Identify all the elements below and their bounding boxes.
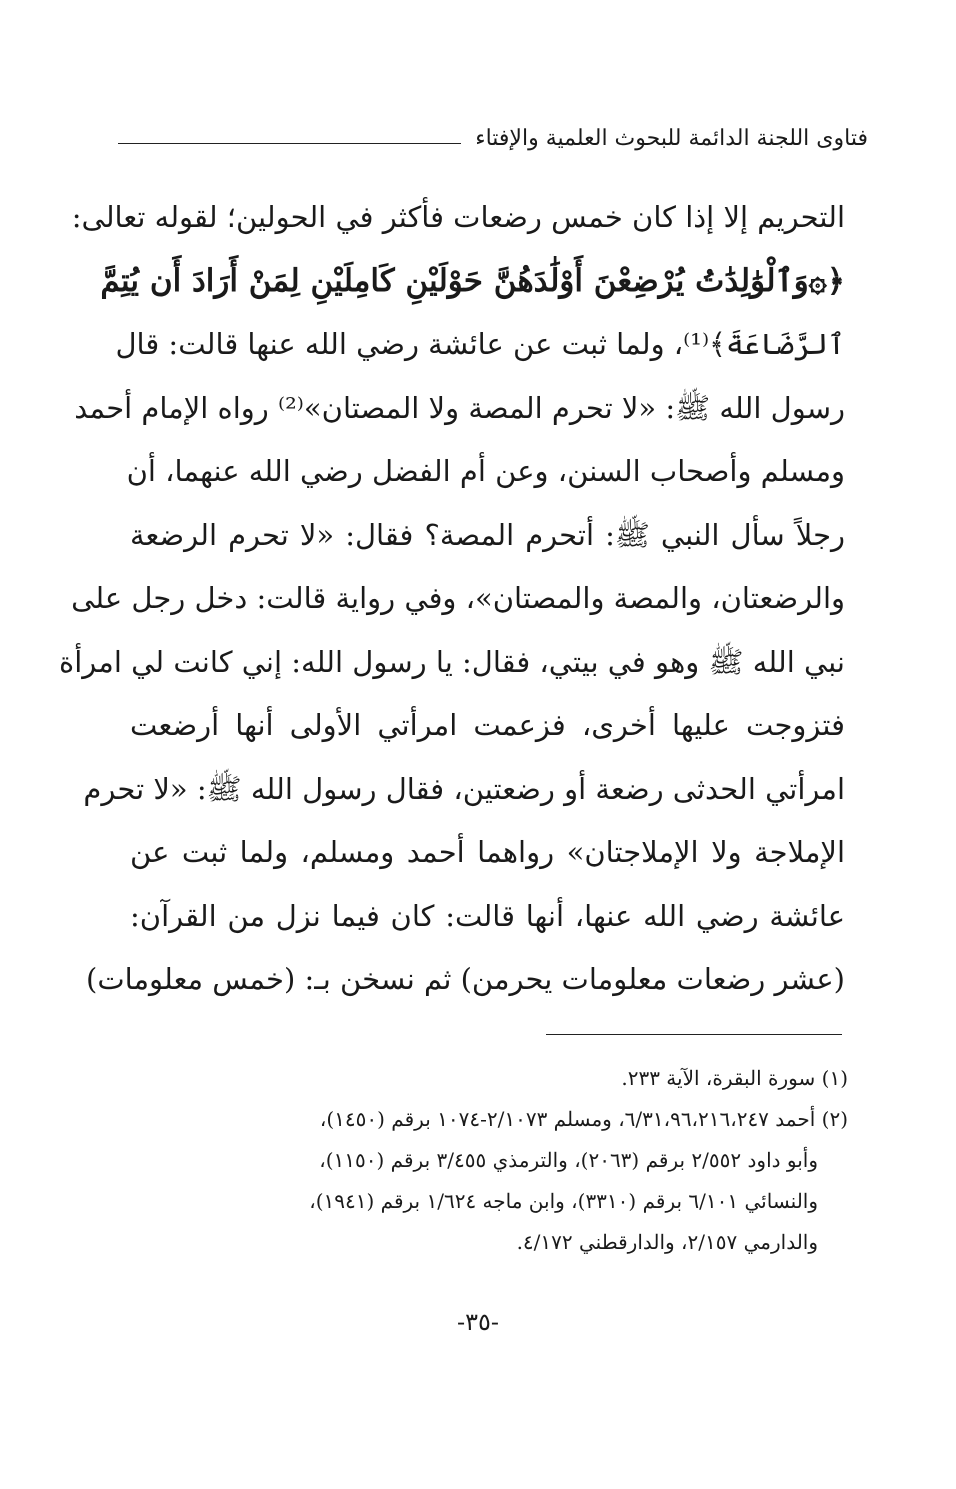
body-line: رجلاً سأل النبي ﷺ: أتحرم المصة؟ فقال: «لا تحرم الرضعة <box>130 517 845 552</box>
footnote-2-continued: والنسائي ٦/١٠١ برقم (٣٣١٠)، وابن ماجه ١/٦٢٤ برقم (١٩٤١)، <box>309 1189 818 1213</box>
body-line: ٱلرَّضَاعَةَ﴾⁽¹⁾، ولما ثبت عن عائشة رضي الله عنها قالت: قال <box>115 327 845 361</box>
running-header <box>118 118 868 158</box>
footnote-2: (٢) أحمد ٦/٣١،٩٦،٢١٦،٢٤٧، ومسلم ٢/١٠٧٣-١٠٧٤ برقم (١٤٥٠)، <box>319 1107 848 1131</box>
body-line: فتزوجت عليها أخرى، فزعمت امرأتي الأولى أنها أرضعت <box>130 708 845 742</box>
body-line: امرأتي الحدثى رضعة أو رضعتين، فقال رسول الله ﷺ: «لا تحرم <box>83 771 845 806</box>
body-line: والرضعتان، والمصة والمصتان»، وفي رواية قالت: دخل رجل على <box>71 581 845 615</box>
page-number: -٣٥- <box>457 1308 499 1336</box>
body-line: رسول الله ﷺ: «لا تحرم المصة ولا المصتان»⁽²⁾ رواه الإمام أحمد <box>74 390 845 425</box>
footnote-1: (١) سورة البقرة، الآية ٢٣٣. <box>621 1066 848 1090</box>
body-line: الإملاجة ولا الإملاجتان» رواهما أحمد ومسلم، ولما ثبت عن <box>130 835 845 869</box>
body-line: عائشة رضي الله عنها، أنها قالت: كان فيما نزل من القرآن: <box>130 898 845 933</box>
body-line: (عشر رضعات معلومات يحرمن) ثم نسخن بـ: (خمس معلومات) <box>86 962 845 996</box>
header-rule <box>118 143 461 144</box>
body-line: ومسلم وأصحاب السنن، وعن أم الفضل رضي الله عنهما، أن <box>126 454 845 488</box>
footnote-separator <box>546 1034 842 1035</box>
footnote-2-continued: وأبو داود ٢/٥٥٢ برقم (٢٠٦٣)، والترمذي ٣/٤٥٥ برقم (١١٥٠)، <box>319 1148 818 1172</box>
body-text <box>59 186 845 1012</box>
body-line: نبي الله ﷺ وهو في بيتي، فقال: يا رسول الله: إني كانت لي امرأة <box>59 644 845 679</box>
quran-verse-line: ﴿۞وَٱلْوَٰلِدَٰتُ يُرْضِعْنَ أَوْلَٰدَهُنَّ حَوْلَيْنِ كَامِلَيْنِ لِمَنْ أَرَادَ أَن يُتِمَّ <box>100 262 845 299</box>
footnotes <box>120 1058 848 1263</box>
body-line: التحريم إلا إذا كان خمس رضعات فأكثر في الحولين؛ لقوله تعالى: <box>71 200 845 234</box>
header-title: فتاوى اللجنة الدائمة للبحوث العلمية والإفتاء <box>475 125 868 151</box>
footnote-2-continued: والدارمي ٢/١٥٧، والدارقطني ٤/١٧٢. <box>516 1230 818 1254</box>
